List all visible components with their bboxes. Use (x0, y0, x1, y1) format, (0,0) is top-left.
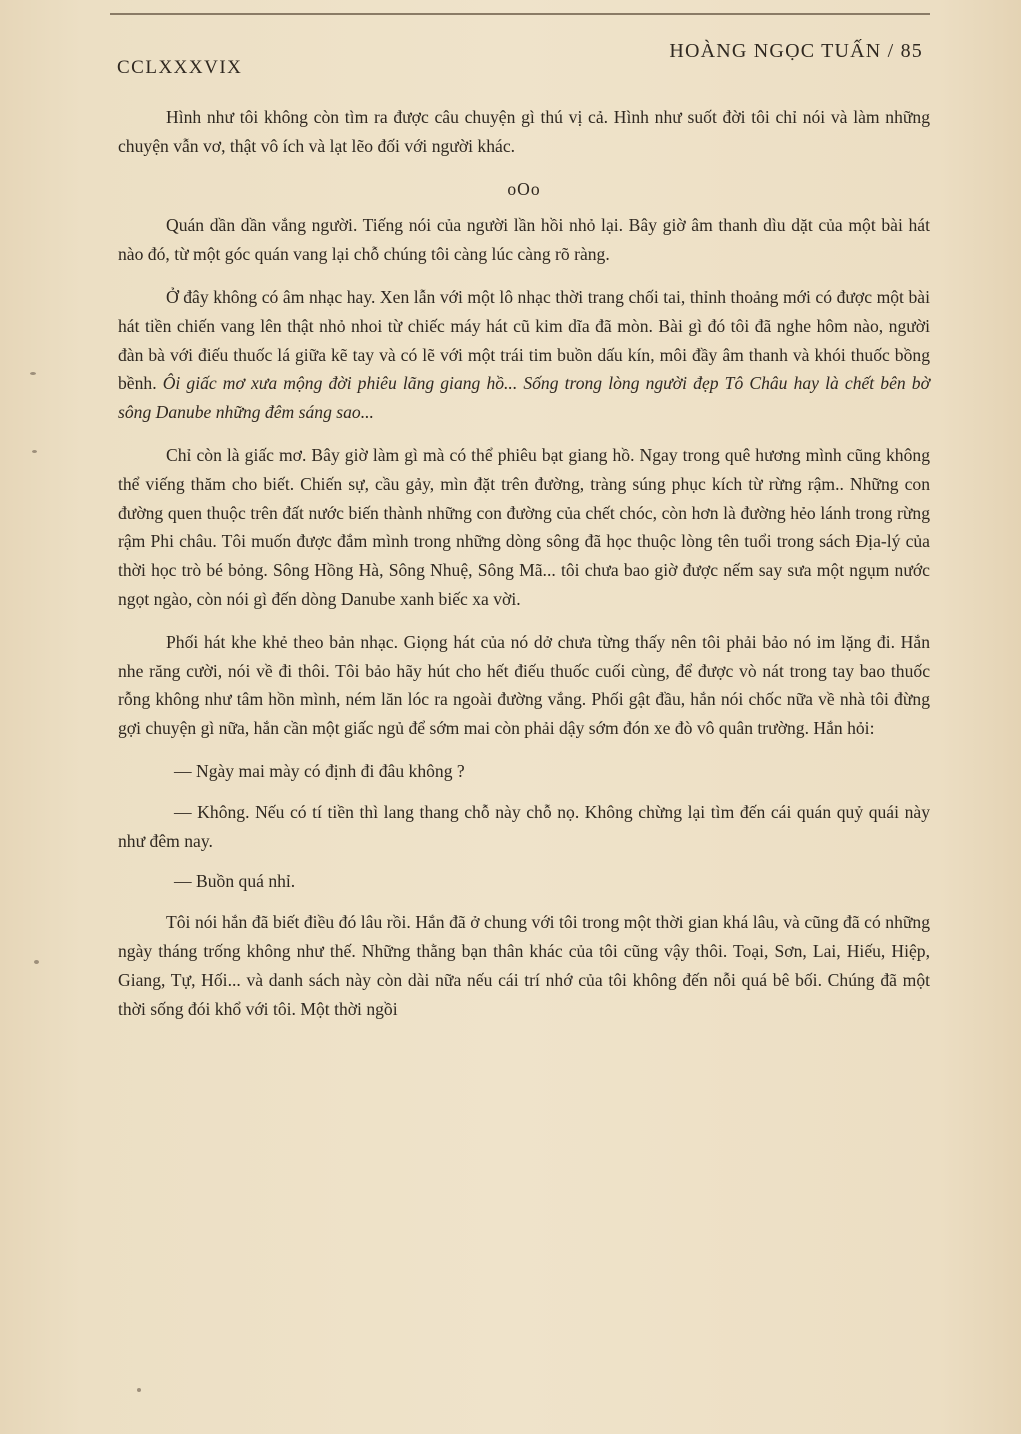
paragraph: Phối hát khe khẻ theo bản nhạc. Giọng hát của nó dở chưa từng thấy nên tôi phải bảo nó im lặng đi. Hắn nhe răng cười, nói về đi thôi. Tôi bảo hãy hút cho hết điếu thuốc cuối cùng, để được vò nát trong tay bao thuốc rỗng không như tâm hồn mình, ném lăn lóc ra ngoài đường vắng. Phối gật đầu, hắn nói chốc nữa về nhà tôi đừng gợi chuyện gì nữa, hắn cần một giấc ngủ để sớm mai còn phải dậy sớm đón xe đò vô quân trường. Hắn hỏi: (118, 631, 930, 739)
paragraph: Chỉ còn là giấc mơ. Bây giờ làm gì mà có thể phiêu bạt giang hồ. Ngay trong quê hương mình cũng không thể viếng thăm cho biết. Chiến sự, cầu gảy, mìn đặt trên đường, tràng súng phục kích từ rừng rậm.. Những con đường quen thuộc trên đất nước biến thành những con đường của chết chóc, còn hơn là đường hẻo lánh trong rừng rậm Phi châu. Tôi muốn được đắm mình trong những dòng sông đã học thuộc lòng tên tuổi trong sách Địa-lý của thời học trò bé bỏng. Sông Hồng Hà, Sông Nhuệ, Sông Mã... tôi chưa bao giờ được nếm say sưa một ngụm nước ngọt ngào, còn nói gì đến dòng Danube xanh biếc xa vời. (118, 444, 930, 609)
paper-speck (34, 960, 39, 964)
paper-speck (137, 1388, 141, 1392)
paragraph: Tôi nói hắn đã biết điều đó lâu rồi. Hắn đã ở chung với tôi trong một thời gian khá lâu, và cũng đã có những ngày tháng trống không như thế. Những thằng bạn thân khác của tôi cũng vậy thôi. Toại, Sơn, Lai, Hiếu, Hiệp, Giang, Tự, Hối... và danh sách này còn dài nữa nếu cái trí nhớ của tôi không đến nỗi quá bê bối. Chúng đã một thời sống đói khổ với tôi. Một thời ngồi (118, 912, 930, 1019)
top-rule (110, 13, 930, 15)
paragraph: Hình như tôi không còn tìm ra được câu chuyện gì thú vị cả. Hình như suốt đời tôi chỉ nói và làm những chuyện vẫn vơ, thật vô ích và lạt lẽo đối với người khác. (118, 107, 930, 156)
dialogue-line: — Buồn quá nhỉ. (174, 871, 296, 892)
paper-speck (30, 372, 36, 375)
dialogue-line: — Không. Nếu có tí tiền thì lang thang chỗ này chỗ nọ. Không chừng lại tìm đến cái quán quỷ quái này như đêm nay. (118, 801, 930, 851)
section-separator: oOo (507, 178, 541, 199)
paragraph (118, 283, 930, 427)
page-body (118, 103, 930, 1037)
song-lyric-quote: Ôi giấc mơ xưa mộng đời phiêu lãng giang hồ... Sống trong lòng người đẹp Tô Châu hay là chết bên bờ sông Danube những đêm sáng sao... (118, 373, 930, 423)
running-header-right: HOÀNG NGỌC TUẤN / 85 (669, 40, 923, 62)
running-header-left: CCLXXXVIX (117, 57, 243, 78)
dialogue-line: — Ngày mai mày có định đi đâu không ? (174, 760, 465, 781)
paper-speck (32, 450, 37, 453)
paragraph-text: Ở đây không có âm nhạc hay. Xen lẫn với một lô nhạc thời trang chối tai, thỉnh thoảng mới có được một bài hát tiền chiến vang lên thật nhỏ nhoi từ chiếc máy hát cũ kim dĩa đã mòn. Bài gì đó tôi đã nghe hôm nào, người đàn bà với điếu thuốc lá giữa kẽ tay và có lẽ với một trái tim buồn dấu kín, môi đầy âm thanh và khói thuốc bồng bềnh. (118, 286, 930, 394)
paragraph: Quán dần dần vắng người. Tiếng nói của người lần hồi nhỏ lại. Bây giờ âm thanh dìu dặt của một bài hát nào đó, từ một góc quán vang lại chỗ chúng tôi càng lúc càng rõ ràng. (118, 215, 930, 265)
